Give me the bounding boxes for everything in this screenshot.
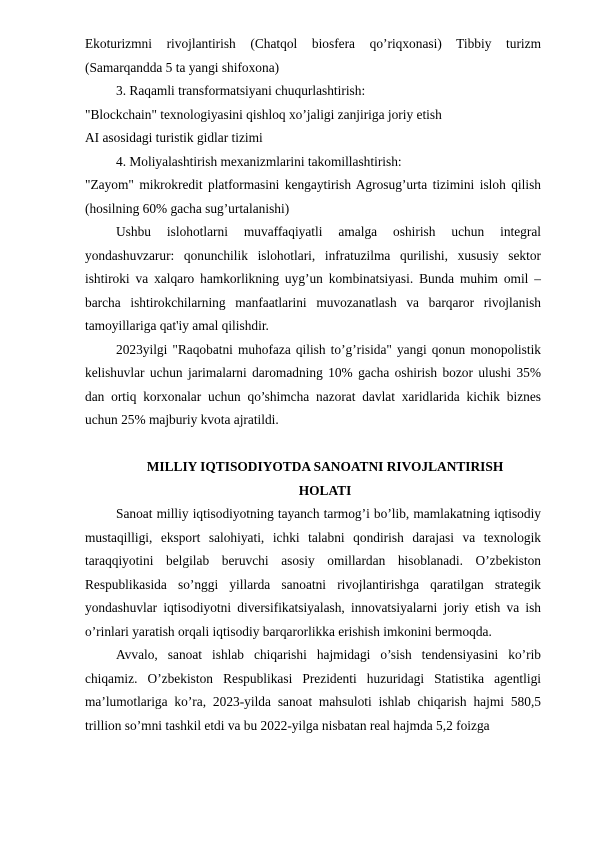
paragraph-industry-role: Sanoat milliy iqtisodiyotning tayanch tarmog’i bo’lib, mamlakatning iqtisodiy mustaqilligi, eksport salohiyati, ichki talabni qondirish darajasi va texnologik taraqqiyotini belgilab beruvchi asosiy omillardan hisoblanadi. O’zbekiston Respublikasida so’nggi yillarda sanoatni rivojlantirishga qaratilgan strategik yondashuvlar iqtisodiyotni diversifikatsiyalash, innovatsiyalarni joriy etish va ish o’rinlari yaratish orqali iqtisodiy barqarorlikka erishish imkonini bermoqda.: [85, 506, 541, 639]
section-heading-line2: HOLATI: [298, 482, 352, 498]
paragraph-zayom: "Zayom" mikrokredit platformasini kengaytirish Agrosug’urta tizimini isloh qilish (hosilning 60% gacha sug’urtalanishi): [85, 177, 541, 216]
paragraph-financing-heading: 4. Moliyalashtirish mexanizmlarini takomillashtirish:: [116, 153, 402, 169]
paragraph-industry-growth: Avvalo, sanoat ishlab chiqarishi hajmidagi o’sish tendensiyasini ko’rib chiqamiz. O’zbekiston Respublikasi Prezidenti huzuridagi Statistika agentligi ma’lumotlariga ko’ra, 2023-yilda sanoat mahsuloti ishlab chiqarish hajmi 580,5 trillion so’mni tashkil etdi va bu 2022-yilga nisbatan real hajmda 5,2 foizga: [85, 647, 541, 733]
document-page: [85, 32, 541, 737]
paragraph-competition-law: 2023yilgi "Raqobatni muhofaza qilish to’g’risida" yangi qonun monopolistik kelishuvlar uchun jarimalarni daromadning 10% gacha oshirish bozor ulushi 35% dan ortiq korxonalar uchun qo’shimcha nazorat davlat xaridlarida kichik biznes uchun 25% majburiy kvota ajratildi.: [85, 341, 541, 427]
blank-line: [85, 432, 541, 456]
paragraph-digital-transformation-heading: 3. Raqamli transformatsiyani chuqurlashtirish:: [116, 83, 366, 98]
paragraph-ecotourism: Ekoturizmni rivojlantirish (Chatqol biosfera qo’riqxonasi) Tibbiy turizm (Samarqandda 5 ta yangi shifoxona): [85, 36, 541, 75]
paragraph-blockchain: "Blockchain" texnologiyasini qishloq xo’jaligi zanjiriga joriy etish: [85, 106, 442, 122]
paragraph-integral-approach: Ushbu islohotlarni muvaffaqiyatli amalga oshirish uchun integral yondashuvzarur: qonunchilik islohotlari, infratuzilma qurilishi, xususiy sektor ishtiroki va xalqaro hamkorlikning uyg’un kombinatsiyasi. Bunda muhim omil – barcha ishtirokchilarning manfaatlarini muvozanatlash va barqaror rivojlanish tamoyillariga qat'iy amal qilishdir.: [85, 224, 541, 333]
paragraph-ai-guides: AI asosidagi turistik gidlar tizimi: [85, 130, 263, 145]
section-heading-line1: MILLIY IQTISODIYOTDA SANOATNI RIVOJLANTIRISH: [146, 459, 504, 474]
